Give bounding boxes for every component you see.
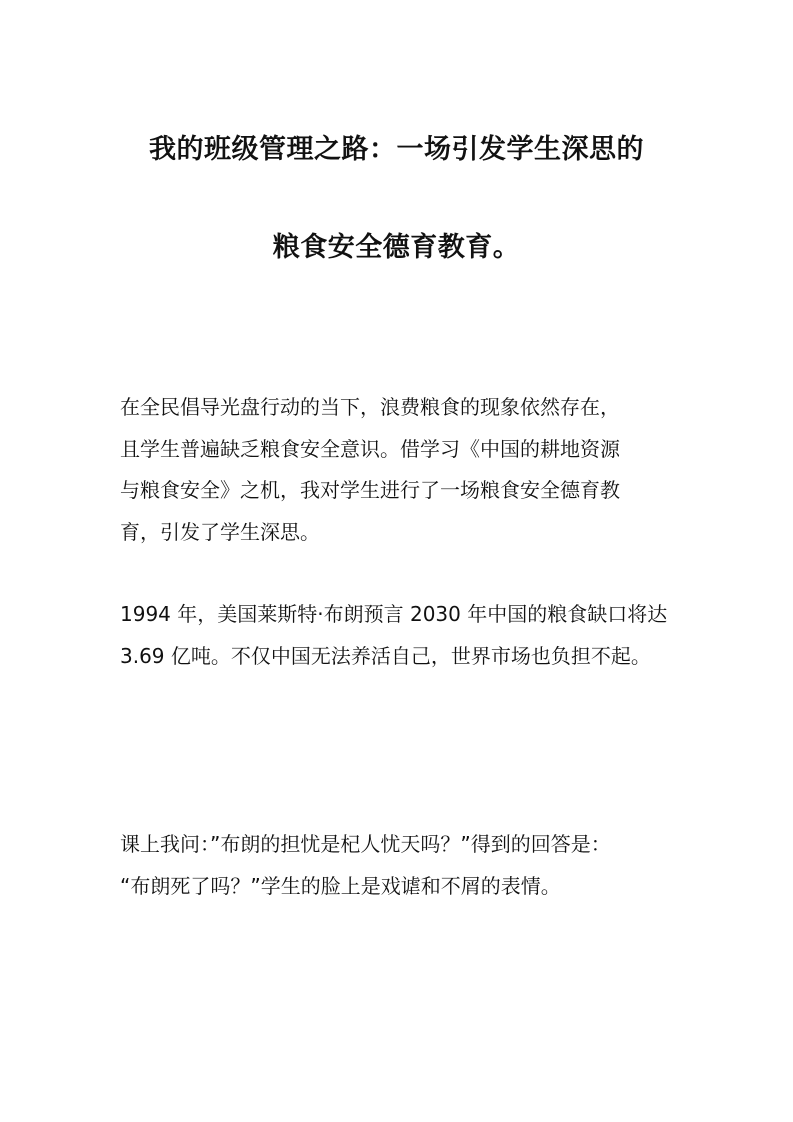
paragraph-line: 1994 年，美国莱斯特·布朗预言 2030 年中国的粮食缺口将达	[120, 602, 668, 626]
paragraph-line: 且学生普遍缺乏粮食安全意识。借学习《中国的耕地资源	[120, 436, 620, 461]
paragraph-line: 与粮食安全》之机，我对学生进行了一场粮食安全德育教	[120, 478, 620, 502]
paragraph-line: 课上我问：”布朗的担忧是杞人忧天吗？”得到的回答是：	[120, 832, 611, 856]
paragraph-intro	[120, 387, 720, 553]
document-title-line-2: 粮食安全德育教育。	[272, 232, 521, 263]
paragraph-line: 在全民倡导光盘行动的当下，浪费粮食的现象依然存在，	[120, 395, 620, 419]
paragraph-line: 育，引发了学生深思。	[120, 519, 320, 544]
paragraph-brown-prediction	[120, 594, 720, 677]
paragraph-line: “布朗死了吗？”学生的脸上是戏谑和不屑的表情。	[120, 873, 561, 898]
paragraph-line: 3.69 亿吨。不仅中国无法养活自己，世界市场也负担不起。	[120, 643, 651, 668]
paragraph-class-question	[120, 824, 720, 907]
document-title-line-1: 我的班级管理之路：一场引发学生深思的	[149, 134, 644, 165]
